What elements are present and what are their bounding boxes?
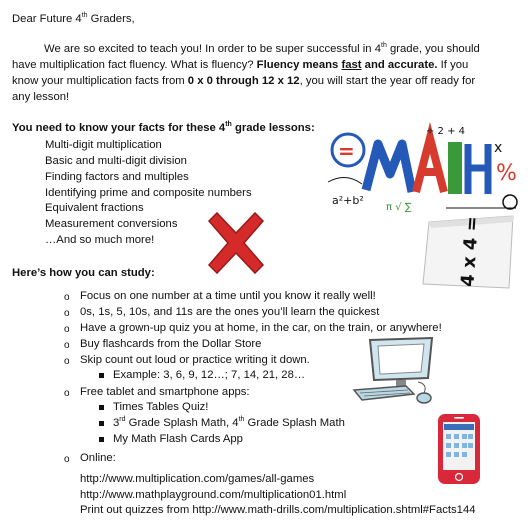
study-example: Example: 3, 6, 9, 12…; 7, 14, 21, 28… [113,369,306,381]
smartphone-image [436,412,482,486]
flashcard-image [421,214,517,292]
lesson-item: Measurement conversions [45,218,178,230]
bullet-square-icon [99,373,104,378]
bullet-circle-icon: o [64,292,70,303]
study-item: Skip count out loud or practice writing it down. [80,354,310,366]
study-item: Have a grown-up quiz you at home, in the car, on the train, or anywhere! [80,322,442,334]
bullet-circle-icon: o [64,356,70,367]
svg-text:%: % [496,161,517,186]
svg-text:÷ 2 + 4: ÷ 2 + 4 [426,126,466,137]
math-doodle-image [326,122,524,214]
study-item: 0s, 1s, 5, 10s, and 11s are the ones you’ll learn the quickest [80,306,380,318]
intro-line-3: know your multiplication facts from 0 x 0 through 12 x 12, you will start the year off ready for [12,75,476,87]
svg-text:a²+b²: a²+b² [332,194,364,207]
bullet-circle-icon: o [64,324,70,335]
app-item: Times Tables Quiz! [113,401,209,413]
intro-line-2: have multiplication fact fluency. What is fluency? Fluency means fast and accurate. If you [12,59,469,71]
link-mathplayground[interactable]: http://www.mathplayground.com/multiplication01.html [80,489,347,501]
study-heading: Here’s how you can study: [12,267,155,279]
lessons-heading: You need to know your facts for these 4th grade lessons: [12,121,315,134]
online-heading: Online: [80,452,116,464]
lesson-item: Basic and multi-digit division [45,155,187,167]
bullet-square-icon [99,405,104,410]
bullet-circle-icon: o [64,308,70,319]
lesson-item: Multi-digit multiplication [45,139,162,151]
apps-heading: Free tablet and smartphone apps: [80,386,250,398]
lesson-item: Equivalent fractions [45,202,144,214]
bullet-square-icon [99,421,104,426]
svg-text:π √ ∑: π √ ∑ [386,202,412,213]
intro-line-1: We are so excited to teach you! In order to be super successful in 4th grade, you should [44,42,480,55]
bullet-circle-icon: o [64,340,70,351]
lesson-item: Finding factors and multiples [45,171,189,183]
intro-line-4: any lesson! [12,91,70,103]
link-multiplication[interactable]: http://www.multiplication.com/games/all-games [80,473,315,485]
link-math-drills[interactable]: Print out quizzes from http://www.math-drills.com/multiplication.shtml#Facts144 [80,504,476,516]
computer-image [348,336,438,414]
salutation: Dear Future 4th Graders, [12,12,135,25]
lesson-item: …And so much more! [45,234,155,246]
bullet-circle-icon: o [64,454,70,465]
study-item: Focus on one number at a time until you know it really well! [80,290,376,302]
svg-text:x: x [494,140,503,156]
red-x-icon [203,209,269,277]
bullet-circle-icon: o [64,388,70,399]
flashcard-text: 4 x 4 = [457,215,484,288]
app-item: My Math Flash Cards App [113,433,243,445]
lesson-item: Identifying prime and composite numbers [45,187,252,199]
study-item: Buy flashcards from the Dollar Store [80,338,262,350]
bullet-square-icon [99,437,104,442]
svg-text:=: = [338,139,355,163]
app-item: 3rd Grade Splash Math, 4th Grade Splash Math [113,416,345,429]
